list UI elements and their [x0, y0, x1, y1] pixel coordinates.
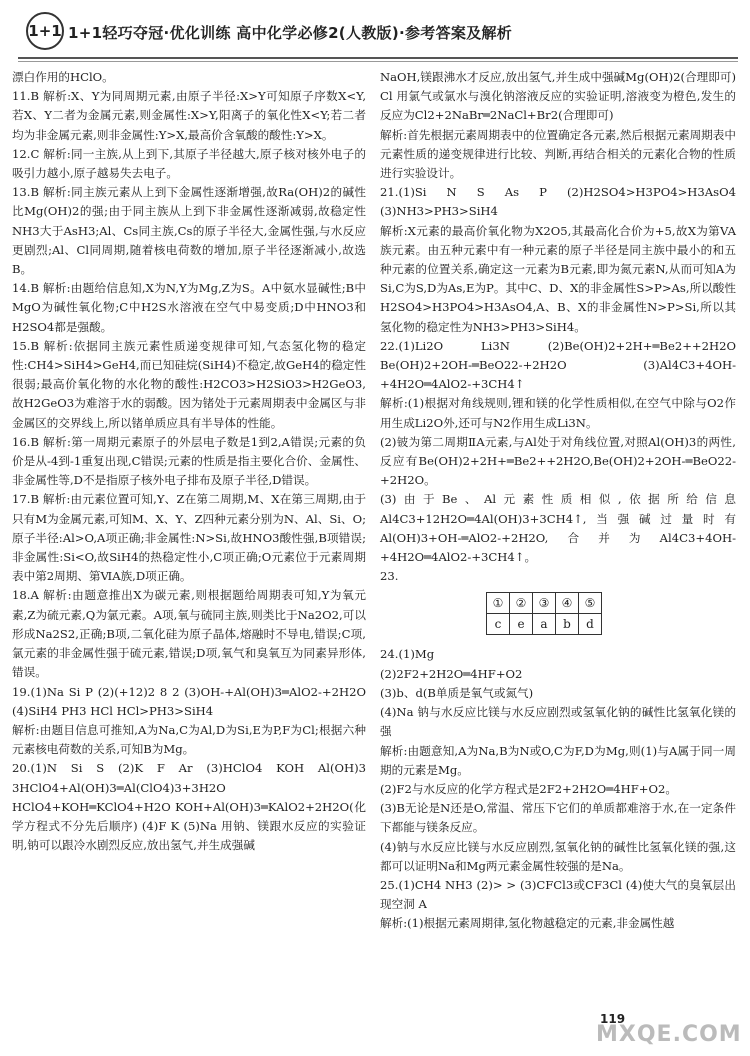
table-cell: ① — [487, 593, 510, 614]
table-cell: ③ — [533, 593, 556, 614]
table-cell: a — [533, 614, 556, 635]
answer-paragraph: 17.B 解析:由元素位置可知,Y、Z在第二周期,M、X在第三周期,由于只有M为金属元素,可知M、X、Y、Z四种元素分别为N、Al、Si、O;原子半径:Al>O,A项正确;非金属性:N>Si,故HNO3酸性强,B项错误;非金属性:Si<O,故SiH4的热稳定性小,C项正确;O元素位于元素周期表中第2周期、第ⅥA族,D项正确。 — [12, 492, 366, 584]
answer-paragraph: 19.(1)Na Si P (2)(+12)2 8 2 (3)OH-+Al(OH)3═AlO2-+2H2O (4)SiH4 PH3 HCl HCl>PH3>SiH4 — [12, 684, 366, 718]
answer-paragraph: 21.(1)Si N S As P (2)H2SO4>H3PO4>H3AsO4 (3)NH3>PH3>SiH4 — [380, 185, 736, 219]
answer-paragraph: 解析:(1)根据元素周期律,氢化物越稳定的元素,非金属性越 — [380, 916, 675, 931]
answer-paragraph: (4)Na 钠与水反应比镁与水反应剧烈或氢氧化钠的碱性比氢氧化镁的强 — [380, 705, 736, 739]
answer-table — [486, 592, 602, 635]
answer-paragraph: 13.B 解析:同主族元素从上到下金属性逐渐增强,故Ra(OH)2的碱性比Mg(OH)2的强;由于同主族从上到下非金属性逐渐减弱,故稳定性NH3大于AsH3;Al、Cs同主族,Cs的原子半径大,金属性强,与水反应更剧烈;Al、Cl同周期,随着核电荷数的增加,原子半径逐渐减小,故选B。 — [12, 185, 366, 277]
answer-paragraph: 12.C 解析:同一主族,从上到下,其原子半径越大,原子核对核外电子的吸引力越小,原子越易失去电子。 — [12, 146, 366, 181]
answer-paragraph: 15.B 解析:依据同主族元素性质递变规律可知,气态氢化物的稳定性:CH4>SiH4>GeH4,而已知硅烷(SiH4)不稳定,故GeH4的稳定性很弱;最高价氧化物的水化物的酸性:H2CO3>H2SiO3>H2GeO3,故H2GeO3为难溶于水的弱酸。因为锗处于元素周期表中金属区与非金属区的交界线上,所以锗单质应具有半导体的性能。 — [12, 338, 366, 430]
page-number: 119 — [600, 1012, 626, 1026]
question-number: 23. — [380, 569, 399, 584]
book-logo-icon: 1+1 — [26, 12, 64, 50]
answer-paragraph: 解析:由题目信息可推知,A为Na,C为Al,D为Si,E为P,F为Cl;根据六种元素核电荷数的关系,可知B为Mg。 — [12, 722, 366, 757]
header-divider-thin — [18, 61, 738, 62]
table-cell: ⑤ — [579, 593, 602, 614]
answer-paragraph: 24.(1)Mg — [380, 647, 435, 662]
answer-paragraph: (3)B无论是N还是O,常温、常压下它们的单质都难溶于水,在一定条件下都能与镁条反应。 — [380, 801, 736, 835]
table-cell: ④ — [556, 593, 579, 614]
table-cell: d — [579, 614, 602, 635]
answer-paragraph: 解析:由题意知,A为Na,B为N或O,C为F,D为Mg,则(1)与A属于同一周期的元素是Mg。 — [380, 743, 736, 777]
answer-paragraph: 解析:(1)根据对角线规则,锂和镁的化学性质相似,在空气中除与O2作用生成Li2O外,还可与N2作用生成Li3N。 — [380, 396, 736, 430]
answer-paragraph: (3)b、d(B单质是氧气或氮气) — [380, 685, 534, 700]
answer-paragraph: (2)2F2+2H2O═4HF+O2 — [380, 666, 523, 681]
answer-paragraph: (4)钠与水反应比镁与水反应剧烈,氢氧化钠的碱性比氢氧化镁的强,这都可以证明Na和Mg两元素金属性较强的是Na。 — [380, 839, 736, 873]
site-watermark: MXQE.COM — [596, 1022, 742, 1047]
table-cell: ② — [510, 593, 533, 614]
answer-paragraph: (2)F2与水反应的化学方程式是2F2+2H2O═4HF+O2。 — [380, 781, 677, 796]
page-header — [0, 0, 750, 62]
answer-paragraph: 11.B 解析:X、Y为同周期元素,由原子半径:X>Y可知原子序数X<Y,若X、Y二者为金属元素,则金属性:X>Y,阳离子的氧化性X<Y;若二者均为非金属元素,则非金属性:Y>X,最高价含氧酸的酸性:Y>X。 — [12, 89, 366, 142]
answer-paragraph: (2)铍为第二周期ⅡA元素,与Al处于对角线位置,对照Al(OH)3的两性,反应有Be(OH)2+2H+═Be2++2H2O,Be(OH)2+2OH-═BeO22-+2H2O。 — [380, 434, 736, 488]
table-cell: c — [487, 614, 510, 635]
answer-paragraph: (3)由于Be、Al元素性质相似,依据所给信息Al4C3+12H2O═4Al(OH)3+3CH4↑,当强碱过量时有Al(OH)3+OH-═AlO2-+2H2O,合并为Al4C3+4OH-+4H2O═4AlO2-+3CH4↑。 — [380, 492, 736, 565]
answer-paragraph: 22.(1)Li2O Li3N (2)Be(OH)2+2H+═Be2++2H2O Be(OH)2+2OH-═BeO22-+2H2O (3)Al4C3+4OH-+4H2O═4AlO2-+3CH4↑ — [380, 338, 736, 392]
answer-paragraph: 20.(1)N Si S (2)K F Ar (3)HClO4 KOH Al(OH)3 3HClO4+Al(OH)3═Al(ClO4)3+3H2O HClO4+KOH═KClO4+H2O KOH+Al(OH)3═KAlO2+2H2O(化学方程式不分先后顺序) (4)F K (5)Na 用钠、镁跟水反应的实验证明,钠可以跟冷水剧烈反应,放出氢气,并生成强碱 — [12, 761, 366, 853]
table-header-row — [487, 593, 602, 614]
answer-paragraph: 漂白作用的HClO。 — [12, 70, 114, 84]
answer-paragraph: 16.B 解析:第一周期元素原子的外层电子数是1到2,A错误;元素的负价是从-4到-1重复出现,C错误;元素的性质是指主要化合价、金属性、非金属性等,D不是指原子核外电子排布及原子半径,D错误。 — [12, 434, 366, 488]
left-column — [12, 68, 366, 855]
table-row — [487, 614, 602, 635]
answer-paragraph: 25.(1)CH4 NH3 (2)> > (3)CFCl3或CF3Cl (4)使大气的臭氧层出现空洞 A — [380, 877, 736, 912]
table-cell: b — [556, 614, 579, 635]
answer-paragraph: 18.A 解析:由题意推出X为碳元素,则根据题给周期表可知,Y为氧元素,Z为硫元素,Q为氯元素。A项,氧与硫同主族,则类比于Na2O2,可以形成Na2S2,正确;B项,二氧化硅为原子晶体,熔融时不导电,错误;C项,氯元素的非金属性强于硫元素,错误;D项,氧气和臭氧互为同素异形体,错误。 — [12, 588, 366, 680]
answer-paragraph: NaOH,镁跟沸水才反应,放出氢气,并生成中强碱Mg(OH)2(合理即可) Cl 用氯气或氯水与溴化钠溶液反应的实验证明,溶液变为橙色,发生的反应为Cl2+2NaBr═2NaCl+Br2(合理即可) — [380, 70, 736, 123]
answer-paragraph: 解析:X元素的最高价氧化物为X2O5,其最高化合价为+5,故X为第VA族元素。由五种元素中有一种元素的原子半径是同主族中最小的和五种元素的位置关系,确定这一元素为B元素,即为氮元素N,从而可知A为Si,C为S,D为As,E为P。其中C、D、X的非金属性S>P>As,所以酸性H2SO4>H3PO4>H3AsO4,A、B、X的非金属性N>P>Si,所以其氢化物的稳定性为NH3>PH3>SiH4。 — [380, 223, 736, 334]
answer-paragraph: 14.B 解析:由题给信息知,X为N,Y为Mg,Z为S。A中氨水显碱性;B中MgO为碱性氧化物;C中H2S水溶液在空气中易变质;D中HNO3和H2SO4都是强酸。 — [12, 281, 366, 334]
right-column — [380, 68, 736, 934]
answer-paragraph: 解析:首先根据元素周期表中的位置确定各元素,然后根据元素周期表中元素性质的递变规律进行比较、判断,再结合相关的元素化合物的性质进行实验设计。 — [380, 127, 736, 181]
header-title: 1+1轻巧夺冠·优化训练 高中化学必修2(人教版)·参考答案及解析 — [68, 24, 513, 42]
table-cell: e — [510, 614, 533, 635]
header-divider — [18, 57, 738, 59]
